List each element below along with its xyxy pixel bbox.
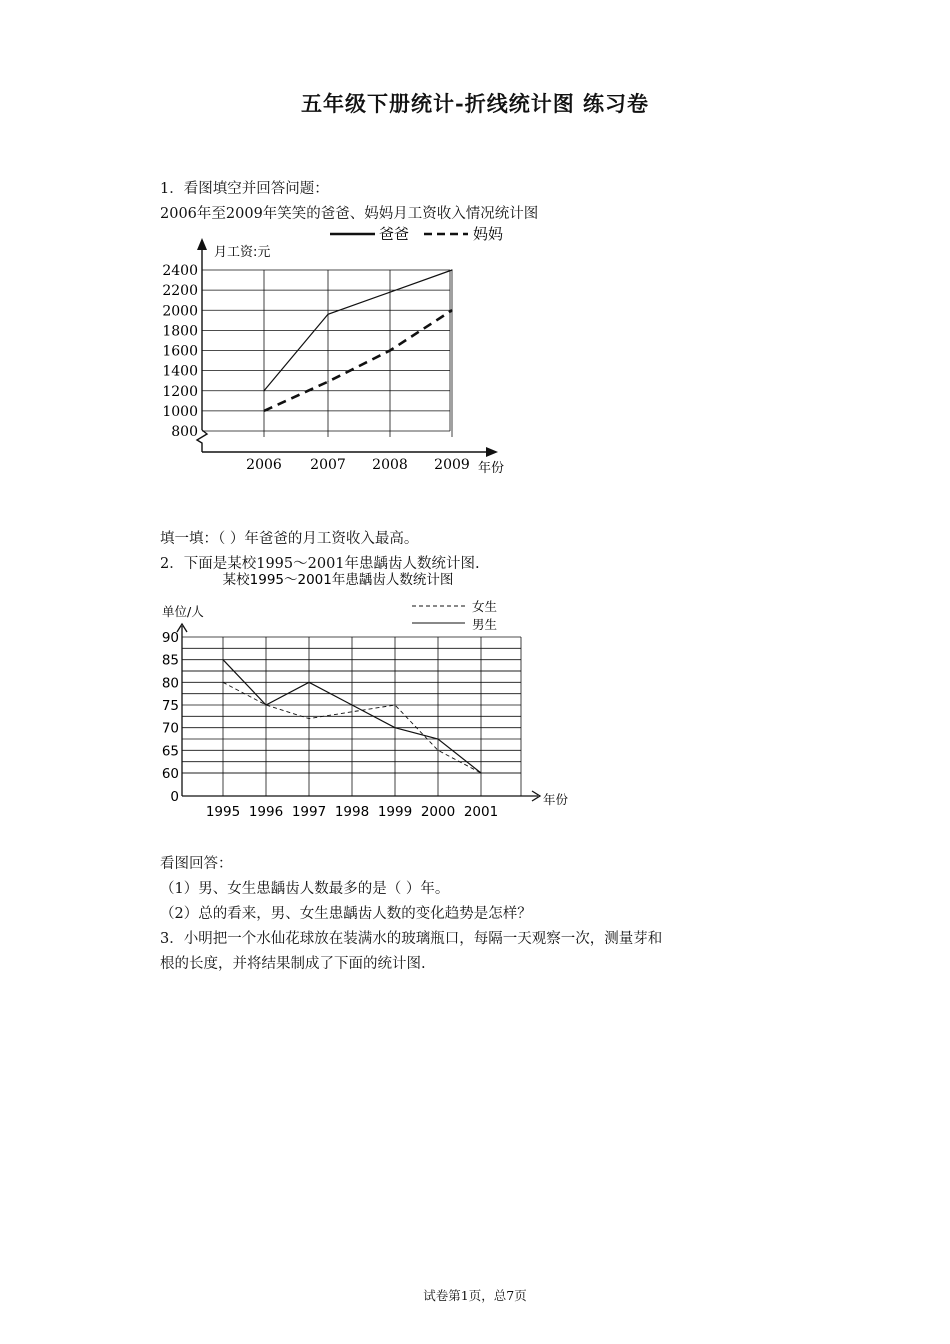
salary-point: [327, 381, 328, 382]
salary-ytick-label: 1400: [162, 363, 198, 380]
q2-sub2: （2）总的看来，男、女生患龋齿人数的变化趋势是怎样？: [160, 906, 532, 922]
caries-xtick-label: 2001: [463, 804, 499, 820]
salary-ytick-label: 1000: [162, 403, 198, 420]
q1-fill-blank: 填一填：（ ）年爸爸的月工资收入最高。: [160, 531, 419, 547]
chart-salary: [150, 222, 530, 484]
q3-line2: 根的长度，并将结果制成了下面的统计图.: [160, 956, 426, 972]
salary-ytick-label: 1800: [162, 323, 198, 340]
salary-ytick-label: 1200: [162, 383, 198, 400]
caries-xtick-label: 1999: [377, 804, 413, 820]
salary-point: [451, 310, 452, 311]
chart-salary-axes: [197, 238, 498, 457]
salary-axis-break: [197, 430, 207, 452]
chart-caries-title: 某校1995～2001年患龋齿人数统计图: [222, 572, 454, 588]
salary-ytick-label: 1600: [162, 343, 198, 360]
salary-ytick-label: 2400: [162, 263, 198, 279]
salary-x-arrow: [486, 447, 498, 457]
chart-caries-labels: [162, 630, 498, 820]
caries-ytick-label: 70: [161, 720, 179, 737]
salary-point: [451, 269, 452, 270]
salary-point: [327, 314, 328, 315]
caries-xtick-label: 2000: [420, 804, 456, 820]
q1-chart-caption: 2006年至2009年笑笑的爸爸、妈妈月工资收入情况统计图: [160, 206, 539, 222]
q2-answer-intro: 看图回答：: [160, 856, 233, 872]
page-footer: 试卷第1页，总7页: [423, 1288, 527, 1303]
salary-point: [389, 350, 390, 351]
chart-salary-grid: [202, 270, 452, 437]
chart-salary-ylabel: 月工资:元: [214, 245, 271, 260]
caries-xtick-label: 1998: [334, 804, 370, 820]
salary-xtick-label: 2008: [372, 457, 408, 473]
salary-point: [263, 410, 264, 411]
q3-line1: 3．小明把一个水仙花球放在装满水的玻璃瓶口，每隔一天观察一次，测量芽和: [160, 931, 663, 947]
caries-xtick-label: 1995: [205, 804, 241, 820]
salary-xtick-label: 2006: [246, 457, 282, 473]
salary-point: [263, 390, 264, 391]
legend-dad-label: 爸爸: [379, 225, 410, 243]
chart-salary-xlabel: 年份: [478, 461, 505, 476]
chart-caries-xlabel: 年份: [543, 792, 569, 807]
caries-ytick-label: 90: [161, 630, 179, 646]
chart-caries-axes: [177, 624, 540, 801]
salary-ytick-label: 2000: [162, 303, 198, 320]
salary-ytick-label: 2200: [162, 283, 198, 300]
salary-y-arrow: [197, 238, 207, 250]
chart-salary-labels: [162, 263, 469, 473]
chart-caries-ylabel: 单位/人: [162, 604, 204, 619]
chart-caries: [150, 568, 580, 828]
salary-xtick-label: 2007: [310, 457, 346, 473]
q2-sub1: （1）男、女生患龋齿人数最多的是（ ）年。: [160, 881, 450, 897]
chart-caries-grid: [182, 637, 521, 796]
q1-prompt: 1．看图填空并回答问题：: [160, 181, 329, 197]
caries-ytick-label: 80: [161, 675, 179, 692]
salary-ytick-label: 800: [171, 424, 198, 440]
caries-ytick-label: 75: [161, 698, 179, 714]
legend-girls-label: 女生: [472, 599, 498, 614]
page-title: 五年级下册统计-折线统计图 练习卷: [300, 91, 650, 116]
salary-line-mom: [264, 310, 452, 411]
caries-ytick-label: 85: [161, 652, 179, 669]
caries-xtick-label: 1996: [248, 804, 284, 820]
caries-xtick-label: 1997: [291, 804, 327, 820]
caries-ytick-label: 60: [161, 766, 179, 782]
caries-ytick-label: 65: [161, 743, 179, 760]
chart-salary-lines: [263, 269, 452, 411]
q2-prompt: 2．下面是某校1995～2001年患龋齿人数统计图.: [160, 556, 480, 572]
legend-mom-label: 妈妈: [473, 225, 504, 243]
caries-ytick-label: 0: [170, 789, 179, 805]
salary-xtick-label: 2009: [434, 457, 470, 473]
legend-boys-label: 男生: [472, 617, 498, 632]
salary-point: [389, 292, 390, 293]
